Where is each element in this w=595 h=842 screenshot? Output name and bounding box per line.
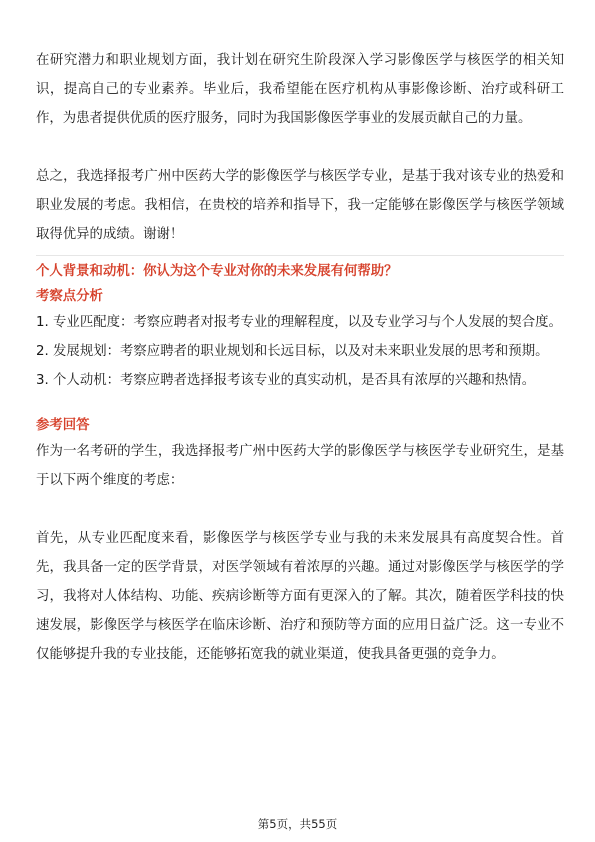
analysis-item-3: 3. 个人动机：考察应聘者选择报考该专业的真实动机，是否具有浓厚的兴趣和热情。 bbox=[36, 373, 536, 388]
spacer bbox=[36, 495, 564, 524]
answer-intro: 作为一名考研的学生，我选择报考广州中医药大学的影像医学与核医学专业研究生，是基于以下两个维度的考虑： bbox=[36, 444, 564, 488]
spacer bbox=[36, 133, 564, 162]
paragraph-research-plan: 在研究潜力和职业规划方面，我计划在研究生阶段深入学习影像医学与核医学的相关知识，提高自己的专业素养。毕业后，我希望能在医疗机构从事影像诊断、治疗或科研工作，为患者提供优质的医疗服务，同时为我国影像医学事业的发展贡献自己的力量。 bbox=[36, 53, 564, 126]
analysis-item-1: 1. 专业匹配度：考察应聘者对报考专业的理解程度，以及专业学习与个人发展的契合度。 bbox=[36, 315, 562, 330]
question-heading: 个人背景和动机：你认为这个专业对你的未来发展有何帮助？ bbox=[36, 264, 398, 279]
answer-title: 参考回答 bbox=[36, 418, 90, 433]
answer-body: 首先，从专业匹配度来看，影像医学与核医学专业与我的未来发展具有高度契合性。首先，我具备一定的医学背景，对医学领域有着浓厚的兴趣。通过对影像医学与核医学的学习，我将对人体结构、功能、疾病诊断等方面有更深入的了解。其次，随着医学科技的快速发展，影像医学与核医学在临床诊断、治疗和预防等方面的应用日益广泛。这一专业不仅能够提升我的专业技能，还能够拓宽我的就业渠道，使我具备更强的竞争力。 bbox=[36, 531, 564, 662]
paragraph-conclusion: 总之，我选择报考广州中医药大学的影像医学与核医学专业，是基于我对该专业的热爱和职业发展的考虑。我相信，在贵校的培养和指导下，我一定能够在影像医学与核医学领域取得优异的成绩。谢谢！ bbox=[36, 169, 564, 242]
analysis-title: 考察点分析 bbox=[36, 289, 103, 304]
section-divider bbox=[36, 255, 564, 256]
analysis-item-2: 2. 发展规划：考察应聘者的职业规划和长远目标，以及对未来职业发展的思考和预期。 bbox=[36, 344, 549, 359]
document-page bbox=[36, 46, 564, 669]
page-number-footer: 第5页，共55页 bbox=[257, 817, 338, 831]
spacer bbox=[36, 395, 564, 413]
